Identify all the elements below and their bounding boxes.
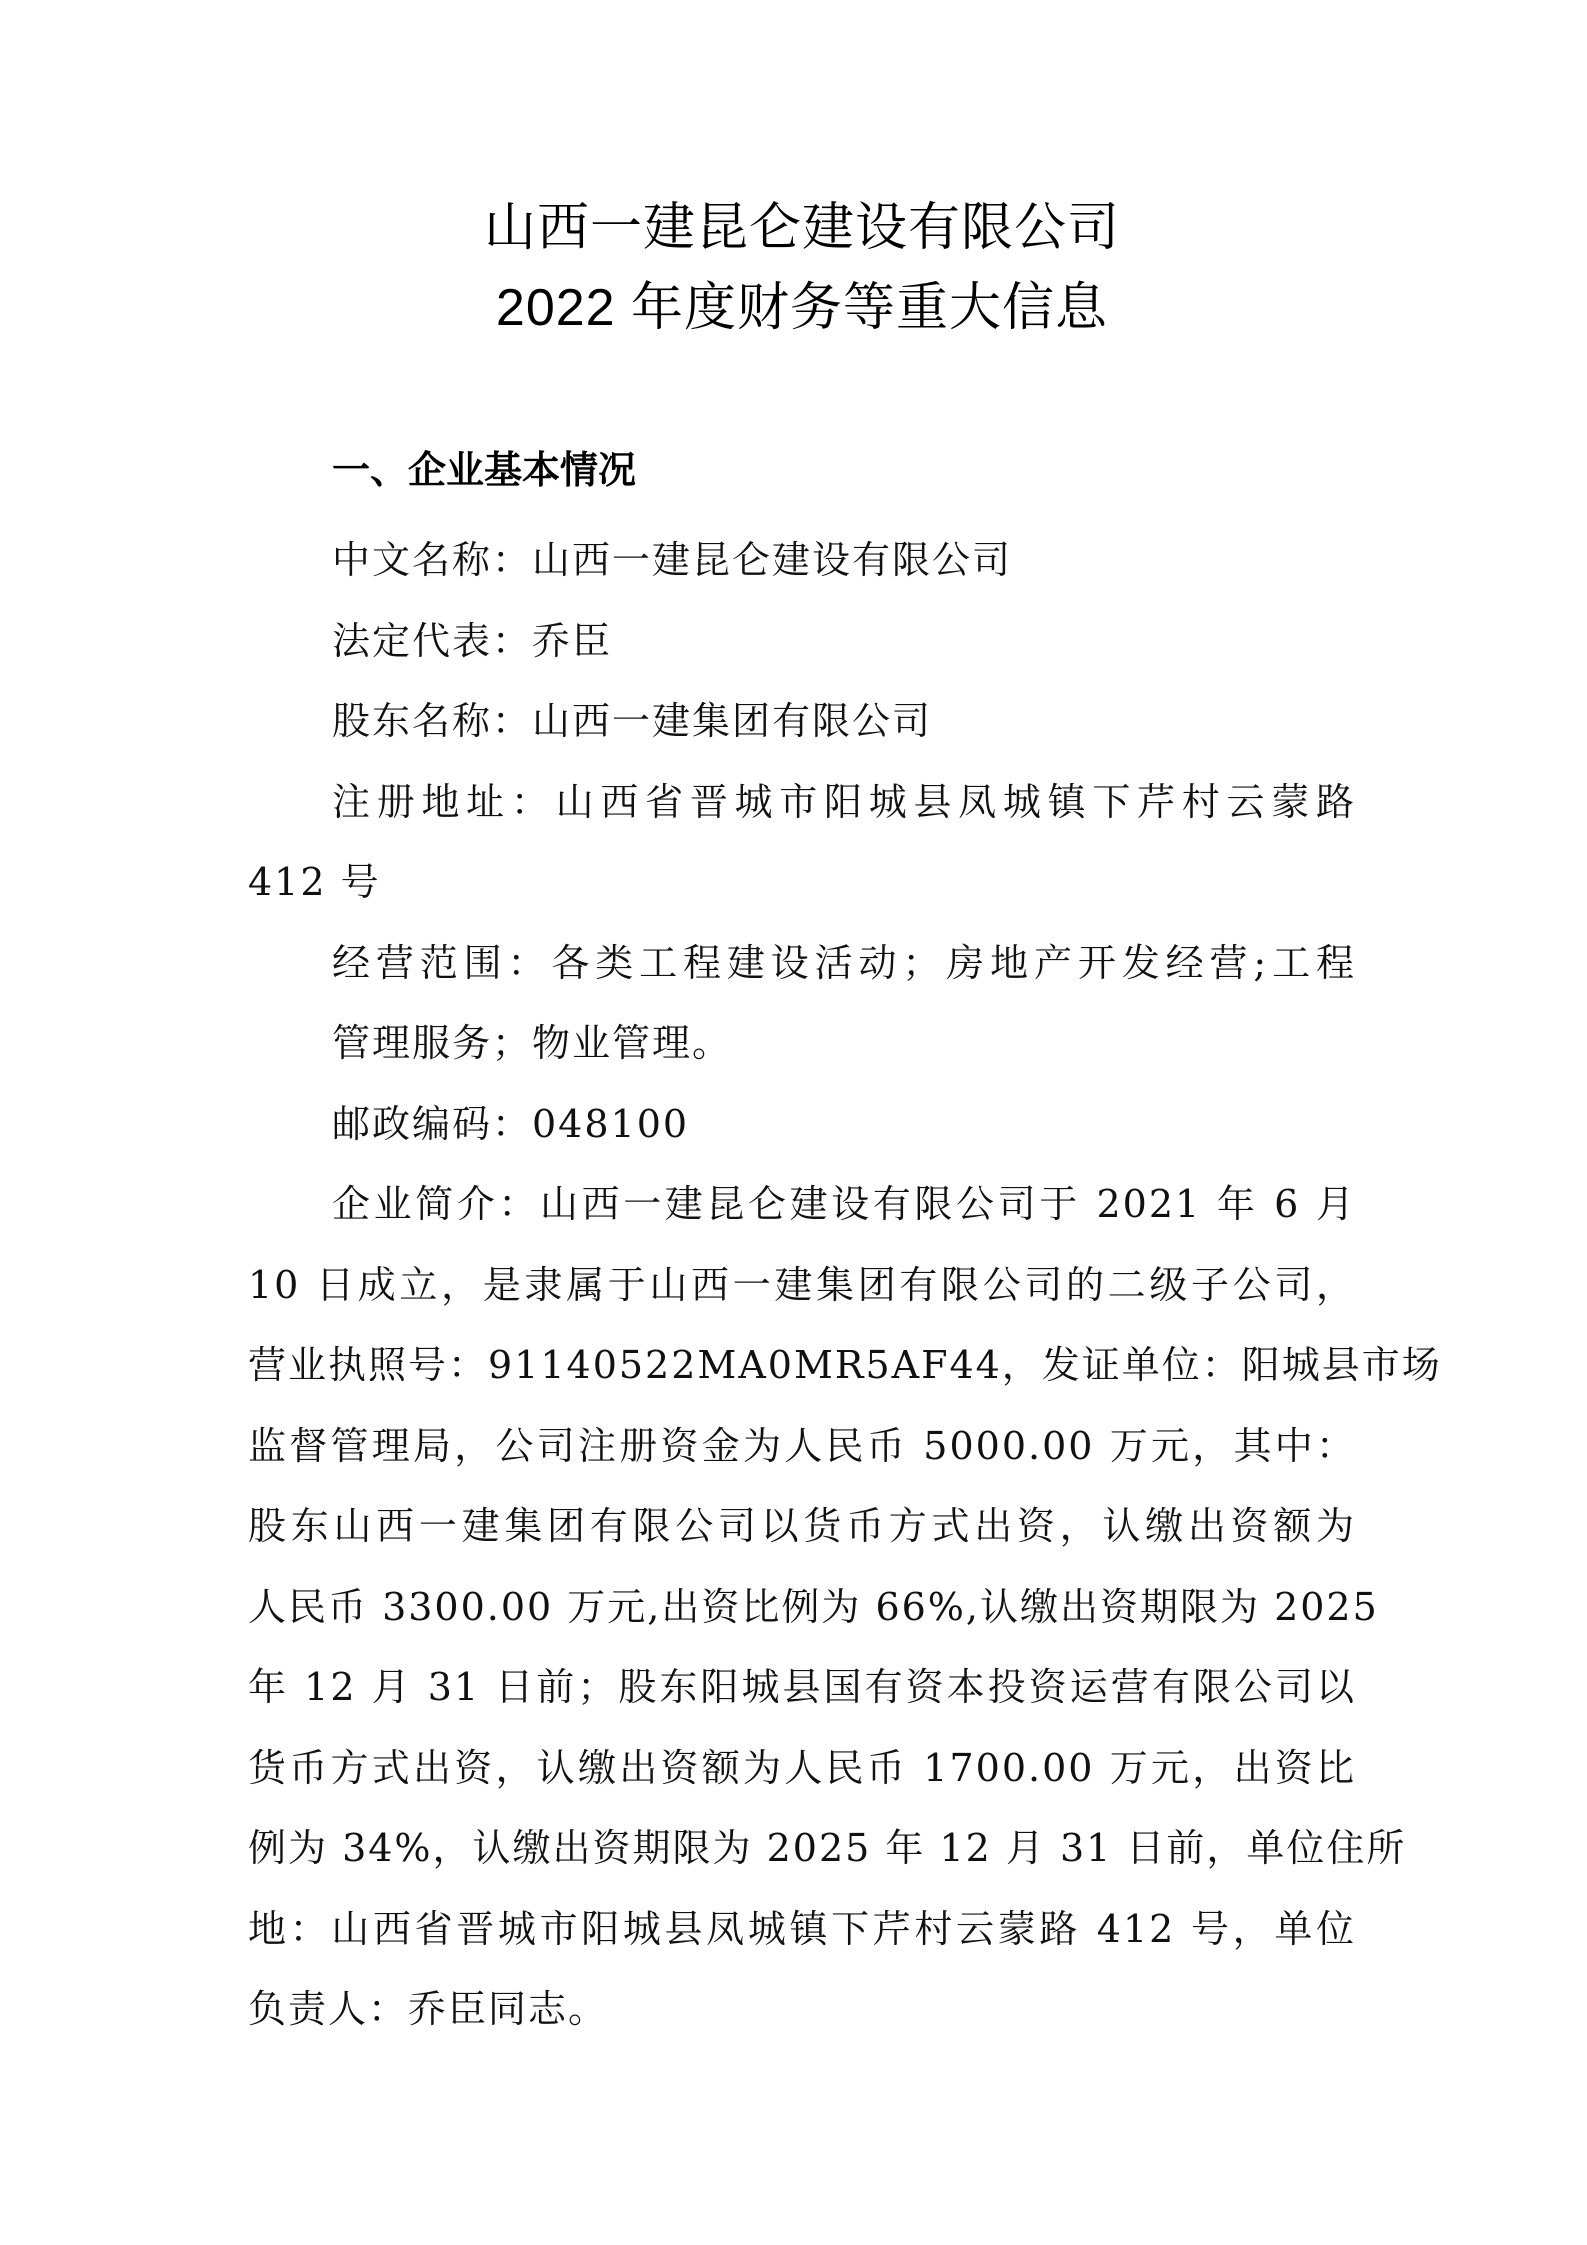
intro-line: 年 12 月 31 日前；股东阳城县国有资本投资运营有限公司以: [248, 1665, 1356, 1709]
intro-line: 货币方式出资，认缴出资额为人民币 1700.00 万元，出资比: [248, 1745, 1356, 1790]
intro-line: 股东山西一建集团有限公司以货币方式出资，认缴出资额为: [248, 1504, 1356, 1548]
field-business-scope: 经营范围：各类工程建设活动；房地产开发经营;工程: [332, 940, 1356, 985]
intro-line: 企业简介：山西一建昆仑建设有限公司于 2021 年 6 月: [332, 1182, 1356, 1226]
intro-line: 监督管理局，公司注册资金为人民币 5000.00 万元，其中：: [248, 1423, 1356, 1468]
document-title-line-2: 2022 年度财务等重大信息: [495, 279, 1109, 337]
field-business-scope-cont: 管理服务；物业管理。: [332, 1021, 733, 1065]
field-shareholder-name: 股东名称：山西一建集团有限公司: [332, 699, 933, 743]
field-registered-address: 注册地址：山西省晋城市阳城县凤城镇下芹村云蒙路: [332, 779, 1356, 824]
intro-line: 地：山西省晋城市阳城县凤城镇下芹村云蒙路 412 号，单位: [248, 1906, 1356, 1951]
intro-line: 10 日成立，是隶属于山西一建集团有限公司的二级子公司，: [248, 1262, 1356, 1307]
intro-line: 营业执照号：91140522MA0MR5AF44，发证单位：阳城县市场: [248, 1343, 1442, 1387]
field-chinese-name: 中文名称：山西一建昆仑建设有限公司: [332, 538, 1013, 582]
document-title-line-1: 山西一建昆仑建设有限公司: [483, 199, 1120, 257]
intro-line: 例为 34%，认缴出资期限为 2025 年 12 月 31 日前，单位住所: [248, 1826, 1407, 1870]
field-legal-representative: 法定代表：乔臣: [332, 618, 613, 663]
intro-line: 负责人：乔臣同志。: [248, 1987, 609, 2031]
section-heading-basic-info: 一、企业基本情况: [332, 448, 637, 492]
field-postcode: 邮政编码：048100: [332, 1101, 690, 1146]
section-body: [248, 520, 1442, 2050]
intro-line: 人民币 3300.00 万元,出资比例为 66%,认缴出资期限为 2025: [248, 1584, 1379, 1629]
field-registered-address-cont: 412 号: [248, 860, 381, 904]
